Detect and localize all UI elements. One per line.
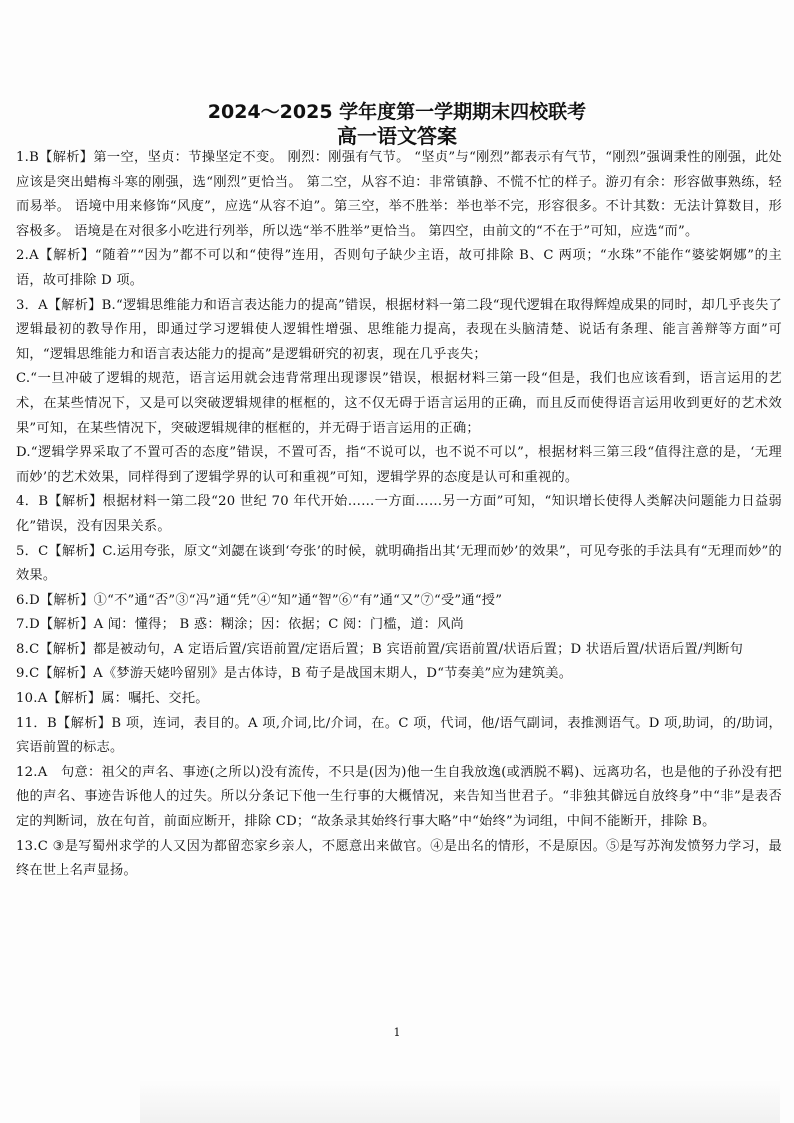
answer-4: 4．B【解析】根据材料一第二段“20 世纪 70 年代开始……一方面……另一方面”可知，“知识增长使得人类解决问题能力日益弱化”错误，没有因果关系。 <box>16 494 782 534</box>
answer-2: 2.A【解析】“随着”“因为”都不可以和“使得”连用，否则句子缺少主语，故可排除 B、C 两项；“水珠”不能作“婆娑婀娜”的主语，故可排除 D 项。 <box>16 248 782 288</box>
answer-8: 8.C【解析】都是被动句，A 定语后置/宾语前置/定语后置；B 宾语前置/宾语前置/状语后置；D 状语后置/状语后置/判断句 <box>16 641 744 657</box>
document-title: 2024～2025 学年度第一学期期末四校联考 <box>207 101 587 123</box>
answer-9: 9.C【解析】A《梦游天姥吟留别》是古体诗，B 荀子是战国末期人，D“节奏美”应为建筑美。 <box>16 666 573 682</box>
answer-10: 10.A【解析】属：嘱托、交托。 <box>16 691 209 707</box>
answer-7: 7.D【解析】A 闻：懂得； B 惑：糊涂；因：依据；C 阅：门槛，道：风尚 <box>16 617 464 633</box>
answer-3-option-c: C.“一旦冲破了逻辑的规范，语言运用就会违背常理出现谬误”错误，根据材料三第一段“但是，我们也应该看到，语言运用的艺术，在某些情况下，又是可以突破逻辑规律的框框的，这不仅无碍于语言运用的正确，而且反而使得语言运用收到更好的艺术效果”可知，在某些情况下，突破逻辑规律的框框的，并无碍于语言运用的正确； <box>16 371 782 436</box>
answer-5: 5．C【解析】C.运用夸张，原文“刘勰在谈到‘夸张’的时候，就明确指出其‘无理而妙’的效果”，可见夸张的手法具有“无理而妙”的效果。 <box>16 543 782 584</box>
answer-13: 13.C ③是写蜀州求学的人又因为都留恋家乡亲人，不愿意出来做官。④是出名的情形，不是原因。⑤是写苏洵发愤努力学习，最终在世上名声显扬。 <box>16 838 782 879</box>
answer-12: 12.A 句意：祖父的声名、事迹(之所以)没有流传，不只是(因为)他一生自我放逸(或洒脱不羁)、远离功名，也是他的子孙没有把他的声名、事迹告诉他人的过失。所以分条记下他一生行事的大概情况，来告知当世君子。“非独其僻远自放终身”中“非”是表否定的判断词，放在句首，前面应断开，排除 CD；“故条录其始终行事大略”中“始终”为词组，中间不能断开，排除 B。 <box>16 764 782 830</box>
answer-3: 3．A【解析】B.“逻辑思维能力和语言表达能力的提高”错误，根据材料一第二段“现代逻辑在取得辉煌成果的同时，却几乎丧失了逻辑最初的教导作用，即通过学习逻辑使人逻辑性增强、思维能力提高，表现在头脑清楚、说话有条理、能言善辩等方面”可知，“逻辑思维能力和语言表达能力的提高”是逻辑研究的初衷，现在几乎丧失； <box>16 297 782 362</box>
answer-11: 11．B【解析】B 项，连词，表目的。A 项,介词,比/介词，在。C 项，代词，他/语气副词，表推测语气。D 项,助词，的/助词，宾语前置的标志。 <box>16 715 782 756</box>
answer-content <box>16 146 782 884</box>
scan-shadow <box>140 1080 780 1123</box>
document-subtitle: 高一语文答案 <box>337 124 457 148</box>
page-number: 1 <box>393 1026 401 1039</box>
answer-3-option-d: D.“逻辑学界采取了不置可否的态度”错误，不置可否，指“不说可以，也不说不可以”，根据材料三第三段“值得注意的是，‘无理而妙’的艺术效果，同样得到了逻辑学界的认可和重视”可知，逻辑学界的态度是认可和重视的。 <box>16 445 782 485</box>
answer-1: 1.B【解析】第一空，坚贞：节操坚定不变。 刚烈：刚强有气节。 “坚贞”与“刚烈”都表示有气节，“刚烈”强调秉性的刚强，此处应该是突出蜡梅斗寒的刚强，选“刚烈”更恰当。 第二空，从容不迫：非常镇静、不慌不忙的样子。游刃有余：形容做事熟练，轻而易举。 语境中用来修饰“风度”，应选“从容不迫”。第三空，举不胜举：举也举不完，形容很多。不计其数：无法计算数目，形容极多。 语境是在对很多小吃进行列举，所以选“举不胜举”更恰当。 第四空，由前文的“不在于”可知，应选“而”。 <box>16 150 782 239</box>
answer-6: 6.D【解析】①“不”通“否”③“冯”通“凭”④“知”通“智”⑥“有”通“又”⑦“受”通“授” <box>16 592 503 608</box>
